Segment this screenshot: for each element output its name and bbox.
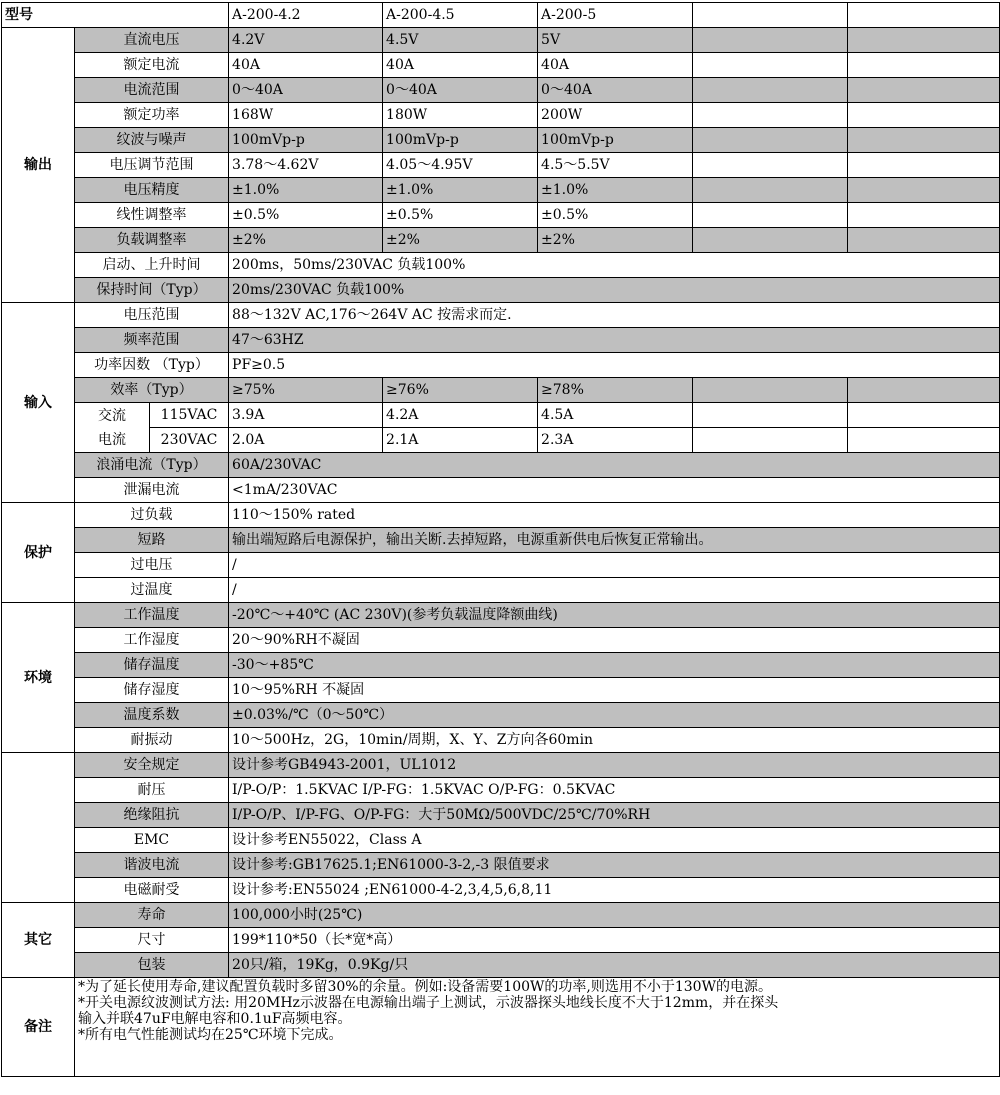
- row-label: 纹波与噪声: [75, 128, 229, 153]
- value-cell: [693, 28, 848, 53]
- value-cell: 设计参考GB4943-2001，UL1012: [229, 753, 1000, 778]
- value-cell: [693, 203, 848, 228]
- value-cell: [693, 153, 848, 178]
- value-cell: [693, 103, 848, 128]
- env-row: [2, 728, 1000, 753]
- value-cell: 4.2A: [383, 403, 538, 428]
- value-cell: ≥78%: [538, 378, 693, 403]
- note-line: *开关电源纹波测试方法: 用20MHz示波器在电源输出端子上测试，示波器探头地线长度不大于12mm，并在探头: [78, 995, 779, 1011]
- output-row: [2, 128, 1000, 153]
- row-label: 浪涌电流（Typ）: [75, 453, 229, 478]
- value-cell: 100,000小时(25℃): [229, 903, 1000, 928]
- value-cell: [693, 128, 848, 153]
- value-cell: 110～150% rated: [229, 503, 1000, 528]
- safety-row: [2, 753, 1000, 778]
- value-cell: 200W: [538, 103, 693, 128]
- row-label: 泄漏电流: [75, 478, 229, 503]
- output-row: [2, 153, 1000, 178]
- category-safety: [2, 753, 75, 903]
- input-row: [2, 478, 1000, 503]
- row-label: 短路: [75, 528, 229, 553]
- model-cell: A-200-4.2: [229, 3, 383, 28]
- ac-current-label-2: 电流: [98, 431, 126, 448]
- value-cell: 4.2V: [229, 28, 383, 53]
- output-row: [2, 278, 1000, 303]
- value-cell: 40A: [229, 53, 383, 78]
- input-row: [2, 353, 1000, 378]
- value-cell: /: [229, 553, 1000, 578]
- row-label: 工作湿度: [75, 628, 229, 653]
- value-cell: 20ms/230VAC 负载100%: [229, 278, 1000, 303]
- safety-row: [2, 853, 1000, 878]
- value-cell: [848, 228, 1000, 253]
- value-cell: 100mVp-p: [538, 128, 693, 153]
- protect-row: [2, 528, 1000, 553]
- output-row: [2, 228, 1000, 253]
- protect-row: [2, 553, 1000, 578]
- value-cell: [693, 53, 848, 78]
- value-cell: [848, 53, 1000, 78]
- value-cell: ±0.5%: [538, 203, 693, 228]
- value-cell: 100mVp-p: [229, 128, 383, 153]
- value-cell: ≥76%: [383, 378, 538, 403]
- input-row: [2, 378, 1000, 403]
- value-cell: ±2%: [383, 228, 538, 253]
- row-label: 尺寸: [75, 928, 229, 953]
- row-label: 效率（Typ）: [75, 378, 229, 403]
- value-cell: [693, 403, 848, 428]
- value-cell: ±1.0%: [229, 178, 383, 203]
- value-cell: -20℃～+40℃ (AC 230V)(参考负载温度降额曲线): [229, 603, 1000, 628]
- value-cell: 60A/230VAC: [229, 453, 1000, 478]
- value-cell: [848, 203, 1000, 228]
- row-label: 包装: [75, 953, 229, 978]
- value-cell: [848, 403, 1000, 428]
- row-label: 过负载: [75, 503, 229, 528]
- value-cell: ≥75%: [229, 378, 383, 403]
- category-output: 输出: [2, 28, 75, 303]
- safety-row: [2, 878, 1000, 903]
- value-cell: ±0.5%: [229, 203, 383, 228]
- value-cell: [848, 128, 1000, 153]
- category-notes: 备注: [2, 978, 75, 1077]
- category-env: 环境: [2, 603, 75, 753]
- row-label: 温度系数: [75, 703, 229, 728]
- row-label: EMC: [75, 828, 229, 853]
- value-cell: 199*110*50（长*宽*高）: [229, 928, 1000, 953]
- value-cell: [848, 153, 1000, 178]
- row-label: 功率因数 （Typ）: [75, 353, 229, 378]
- output-row: [2, 178, 1000, 203]
- output-row: [2, 78, 1000, 103]
- row-label: 电磁耐受: [75, 878, 229, 903]
- category-input: 输入: [2, 303, 75, 503]
- row-label: 耐压: [75, 778, 229, 803]
- notes-row: [2, 978, 1000, 1077]
- value-cell: <1mA/230VAC: [229, 478, 1000, 503]
- value-cell: 5V: [538, 28, 693, 53]
- input-row: [2, 453, 1000, 478]
- env-row: [2, 703, 1000, 728]
- value-cell: [693, 78, 848, 103]
- row-label: 储存温度: [75, 653, 229, 678]
- value-cell: 4.05～4.95V: [383, 153, 538, 178]
- value-cell: ±2%: [538, 228, 693, 253]
- value-cell: 0～40A: [229, 78, 383, 103]
- value-cell: 100mVp-p: [383, 128, 538, 153]
- value-cell: 设计参考EN55022，Class A: [229, 828, 1000, 853]
- value-cell: 4.5～5.5V: [538, 153, 693, 178]
- value-cell: [693, 178, 848, 203]
- env-row: [2, 603, 1000, 628]
- row-label: 230VAC: [150, 428, 229, 453]
- output-row: [2, 203, 1000, 228]
- safety-row: [2, 803, 1000, 828]
- value-cell: 180W: [383, 103, 538, 128]
- value-cell: ±2%: [229, 228, 383, 253]
- row-label: 保持时间（Typ）: [75, 278, 229, 303]
- output-row: [2, 53, 1000, 78]
- safety-row: [2, 828, 1000, 853]
- value-cell: 40A: [383, 53, 538, 78]
- note-line: *为了延长使用寿命,建议配置负载时多留30%的余量。例如:设备需要100W的功率,则选用不小于130W的电源。: [78, 979, 772, 995]
- value-cell: 20～90%RH不凝固: [229, 628, 1000, 653]
- row-label: 储存湿度: [75, 678, 229, 703]
- row-label: 寿命: [75, 903, 229, 928]
- row-label: 启动、上升时间: [75, 253, 229, 278]
- value-cell: ±1.0%: [538, 178, 693, 203]
- value-cell: PF≥0.5: [229, 353, 1000, 378]
- value-cell: ±1.0%: [383, 178, 538, 203]
- value-cell: [848, 78, 1000, 103]
- value-cell: 4.5V: [383, 28, 538, 53]
- value-cell: [693, 228, 848, 253]
- value-cell: 10～500Hz，2G，10min/周期，X、Y、Z方向各60min: [229, 728, 1000, 753]
- value-cell: 设计参考:GB17625.1;EN61000-3-2,-3 限值要求: [229, 853, 1000, 878]
- row-label: 电压精度: [75, 178, 229, 203]
- value-cell: 3.78～4.62V: [229, 153, 383, 178]
- note-line: *所有电气性能测试均在25℃环境下完成。: [78, 1027, 343, 1043]
- value-cell: 输出端短路后电源保护，输出关断.去掉短路，电源重新供电后恢复正常输出。: [229, 528, 1000, 553]
- row-label: 直流电压: [75, 28, 229, 53]
- protect-row: [2, 503, 1000, 528]
- row-label: 工作温度: [75, 603, 229, 628]
- value-cell: [848, 103, 1000, 128]
- row-label: 安全规定: [75, 753, 229, 778]
- ac-current-label: [75, 403, 150, 453]
- value-cell: 10～95%RH 不凝固: [229, 678, 1000, 703]
- value-cell: 4.5A: [538, 403, 693, 428]
- value-cell: I/P-O/P、I/P-FG、O/P-FG：大于50MΩ/500VDC/25℃/70%RH: [229, 803, 1000, 828]
- row-label: 电压范围: [75, 303, 229, 328]
- row-label: 线性调整率: [75, 203, 229, 228]
- category-other: 其它: [2, 903, 75, 978]
- row-label: 过电压: [75, 553, 229, 578]
- value-cell: I/P-O/P：1.5KVAC I/P-FG：1.5KVAC O/P-FG：0.5KVAC: [229, 778, 1000, 803]
- ac-current-label-1: 交流: [98, 407, 126, 424]
- value-cell: [848, 178, 1000, 203]
- value-cell: /: [229, 578, 1000, 603]
- value-cell: -30～+85℃: [229, 653, 1000, 678]
- env-row: [2, 678, 1000, 703]
- value-cell: 3.9A: [229, 403, 383, 428]
- value-cell: 2.3A: [538, 428, 693, 453]
- value-cell: [693, 428, 848, 453]
- row-label: 额定电流: [75, 53, 229, 78]
- spec-table: [1, 2, 1000, 1077]
- model-cell: [848, 3, 1000, 28]
- input-row: [2, 303, 1000, 328]
- value-cell: ±0.5%: [383, 203, 538, 228]
- env-row: [2, 653, 1000, 678]
- input-row: [2, 328, 1000, 353]
- row-label: 电压调节范围: [75, 153, 229, 178]
- value-cell: 0～40A: [383, 78, 538, 103]
- env-row: [2, 628, 1000, 653]
- other-row: [2, 953, 1000, 978]
- model-row: [2, 3, 1000, 28]
- model-cell: A-200-4.5: [383, 3, 538, 28]
- value-cell: [848, 378, 1000, 403]
- value-cell: [848, 28, 1000, 53]
- notes-cell: [75, 978, 1000, 1077]
- other-row: [2, 928, 1000, 953]
- other-row: [2, 903, 1000, 928]
- output-row: [2, 253, 1000, 278]
- value-cell: 0～40A: [538, 78, 693, 103]
- row-label: 谐波电流: [75, 853, 229, 878]
- model-cell: [693, 3, 848, 28]
- value-cell: 设计参考:EN55024 ;EN61000-4-2,3,4,5,6,8,11: [229, 878, 1000, 903]
- safety-row: [2, 778, 1000, 803]
- value-cell: [848, 428, 1000, 453]
- row-label: 频率范围: [75, 328, 229, 353]
- value-cell: 88～132V AC,176～264V AC 按需求而定.: [229, 303, 1000, 328]
- row-label: 过温度: [75, 578, 229, 603]
- value-cell: 200ms，50ms/230VAC 负载100%: [229, 253, 1000, 278]
- model-header-label: 型号: [2, 3, 229, 28]
- row-label: 绝缘阻抗: [75, 803, 229, 828]
- row-label: 负载调整率: [75, 228, 229, 253]
- value-cell: 168W: [229, 103, 383, 128]
- category-protect: 保护: [2, 503, 75, 603]
- value-cell: 2.1A: [383, 428, 538, 453]
- value-cell: 2.0A: [229, 428, 383, 453]
- value-cell: 20只/箱，19Kg，0.9Kg/只: [229, 953, 1000, 978]
- model-cell: A-200-5: [538, 3, 693, 28]
- input-row: [2, 403, 1000, 428]
- row-label: 耐振动: [75, 728, 229, 753]
- value-cell: ±0.03%/℃（0～50℃）: [229, 703, 1000, 728]
- input-row: [2, 428, 1000, 453]
- value-cell: [693, 378, 848, 403]
- protect-row: [2, 578, 1000, 603]
- output-row: [2, 28, 1000, 53]
- output-row: [2, 103, 1000, 128]
- row-label: 额定功率: [75, 103, 229, 128]
- row-label: 115VAC: [150, 403, 229, 428]
- note-line: 输入并联47uF电解电容和0.1uF高频电容。: [78, 1011, 352, 1027]
- value-cell: 47～63HZ: [229, 328, 1000, 353]
- row-label: 电流范围: [75, 78, 229, 103]
- value-cell: 40A: [538, 53, 693, 78]
